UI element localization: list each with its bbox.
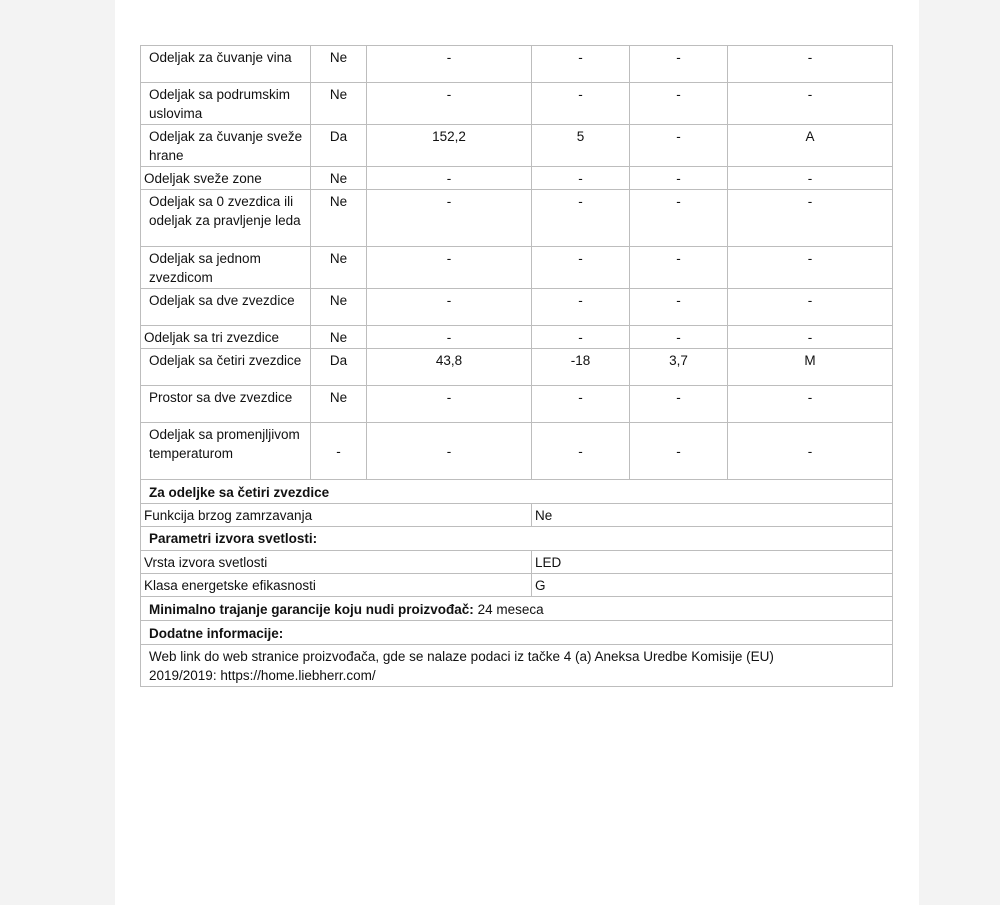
compartment-volume: - <box>367 167 532 190</box>
compartment-temp: - <box>532 289 630 326</box>
efficiency-class-value: G <box>532 574 893 597</box>
compartment-name: Odeljak sa podrumskim uslovima <box>141 83 311 125</box>
efficiency-class-label: Klasa energetske efikasnosti <box>141 574 532 597</box>
compartment-present: Da <box>311 349 367 386</box>
compartment-volume: - <box>367 190 532 247</box>
compartment-class: A <box>728 125 893 167</box>
warranty-cell <box>141 597 893 621</box>
table-row <box>141 247 893 289</box>
compartment-temp: -18 <box>532 349 630 386</box>
compartment-volume: - <box>367 423 532 480</box>
compartment-volume: - <box>367 46 532 83</box>
table-row <box>141 167 893 190</box>
compartment-temp: - <box>532 46 630 83</box>
compartment-name: Odeljak za čuvanje sveže hrane <box>141 125 311 167</box>
compartment-name: Odeljak sa tri zvezdice <box>141 326 311 349</box>
table-row <box>141 386 893 423</box>
document-page <box>115 0 919 905</box>
compartment-defrost: - <box>630 190 728 247</box>
table-row <box>141 349 893 386</box>
compartment-name: Odeljak za čuvanje vina <box>141 46 311 83</box>
compartment-class: - <box>728 289 893 326</box>
warranty-row <box>141 597 893 621</box>
four-star-heading: Za odeljke sa četiri zvezdice <box>141 480 893 504</box>
table-row <box>141 326 893 349</box>
compartment-temp: - <box>532 83 630 125</box>
product-info-table <box>140 45 893 687</box>
compartment-defrost: 3,7 <box>630 349 728 386</box>
compartment-class: - <box>728 167 893 190</box>
compartment-name: Odeljak sa četiri zvezdice <box>141 349 311 386</box>
compartment-volume: 152,2 <box>367 125 532 167</box>
compartment-volume: - <box>367 386 532 423</box>
compartment-defrost: - <box>630 289 728 326</box>
compartment-present: Ne <box>311 247 367 289</box>
compartment-class: - <box>728 423 893 480</box>
compartment-volume: - <box>367 247 532 289</box>
compartment-temp: 5 <box>532 125 630 167</box>
table-row <box>141 83 893 125</box>
compartment-defrost: - <box>630 46 728 83</box>
compartment-present: Ne <box>311 386 367 423</box>
section-heading-row <box>141 527 893 551</box>
section-heading-row <box>141 480 893 504</box>
compartment-present: - <box>311 423 367 480</box>
compartment-present: Ne <box>311 167 367 190</box>
compartment-defrost: - <box>630 423 728 480</box>
compartment-name: Odeljak sa promenjljivom temperaturom <box>141 423 311 480</box>
compartment-defrost: - <box>630 386 728 423</box>
compartment-temp: - <box>532 326 630 349</box>
light-type-label: Vrsta izvora svetlosti <box>141 551 532 574</box>
compartment-class: M <box>728 349 893 386</box>
compartment-defrost: - <box>630 326 728 349</box>
compartment-temp: - <box>532 190 630 247</box>
compartment-name: Odeljak sa jednom zvezdicom <box>141 247 311 289</box>
warranty-value: 24 meseca <box>473 601 544 617</box>
table-row <box>141 46 893 83</box>
additional-info-line: Web link do web stranice proizvođača, gde se nalaze podaci iz tačke 4 (a) Aneksa Uredbe Komisije (EU) <box>149 649 774 664</box>
warranty-label: Minimalno trajanje garancije koju nudi proizvođač: <box>149 601 474 617</box>
compartment-present: Ne <box>311 326 367 349</box>
fast-freeze-label: Funkcija brzog zamrzavanja <box>141 504 532 527</box>
compartment-defrost: - <box>630 247 728 289</box>
compartment-volume: - <box>367 83 532 125</box>
table-row <box>141 125 893 167</box>
table-row <box>141 504 893 527</box>
additional-info-text <box>141 645 893 687</box>
manufacturer-link[interactable]: 2019/2019: https://home.liebherr.com/ <box>149 668 376 683</box>
compartment-class: - <box>728 46 893 83</box>
table-row <box>141 551 893 574</box>
additional-info-row <box>141 645 893 687</box>
compartment-class: - <box>728 247 893 289</box>
compartment-name: Odeljak sa 0 zvezdica ili odeljak za pravljenje leda <box>141 190 311 247</box>
compartment-volume: - <box>367 289 532 326</box>
compartment-present: Ne <box>311 289 367 326</box>
compartment-temp: - <box>532 386 630 423</box>
table-row <box>141 423 893 480</box>
compartment-name: Prostor sa dve zvezdice <box>141 386 311 423</box>
compartment-class: - <box>728 386 893 423</box>
compartment-name: Odeljak sa dve zvezdice <box>141 289 311 326</box>
table-row <box>141 289 893 326</box>
additional-info-heading: Dodatne informacije: <box>141 621 893 645</box>
compartment-temp: - <box>532 167 630 190</box>
compartment-present: Ne <box>311 190 367 247</box>
compartment-present: Ne <box>311 46 367 83</box>
compartment-present: Da <box>311 125 367 167</box>
compartment-class: - <box>728 190 893 247</box>
compartment-temp: - <box>532 247 630 289</box>
compartment-defrost: - <box>630 167 728 190</box>
compartment-temp: - <box>532 423 630 480</box>
compartment-defrost: - <box>630 83 728 125</box>
light-source-heading: Parametri izvora svetlosti: <box>141 527 893 551</box>
compartment-name: Odeljak sveže zone <box>141 167 311 190</box>
light-type-value: LED <box>532 551 893 574</box>
compartment-present: Ne <box>311 83 367 125</box>
section-heading-row <box>141 621 893 645</box>
compartment-class: - <box>728 326 893 349</box>
table-row <box>141 574 893 597</box>
fast-freeze-value: Ne <box>532 504 893 527</box>
compartment-defrost: - <box>630 125 728 167</box>
compartment-volume: - <box>367 326 532 349</box>
compartment-volume: 43,8 <box>367 349 532 386</box>
compartment-class: - <box>728 83 893 125</box>
table-row <box>141 190 893 247</box>
